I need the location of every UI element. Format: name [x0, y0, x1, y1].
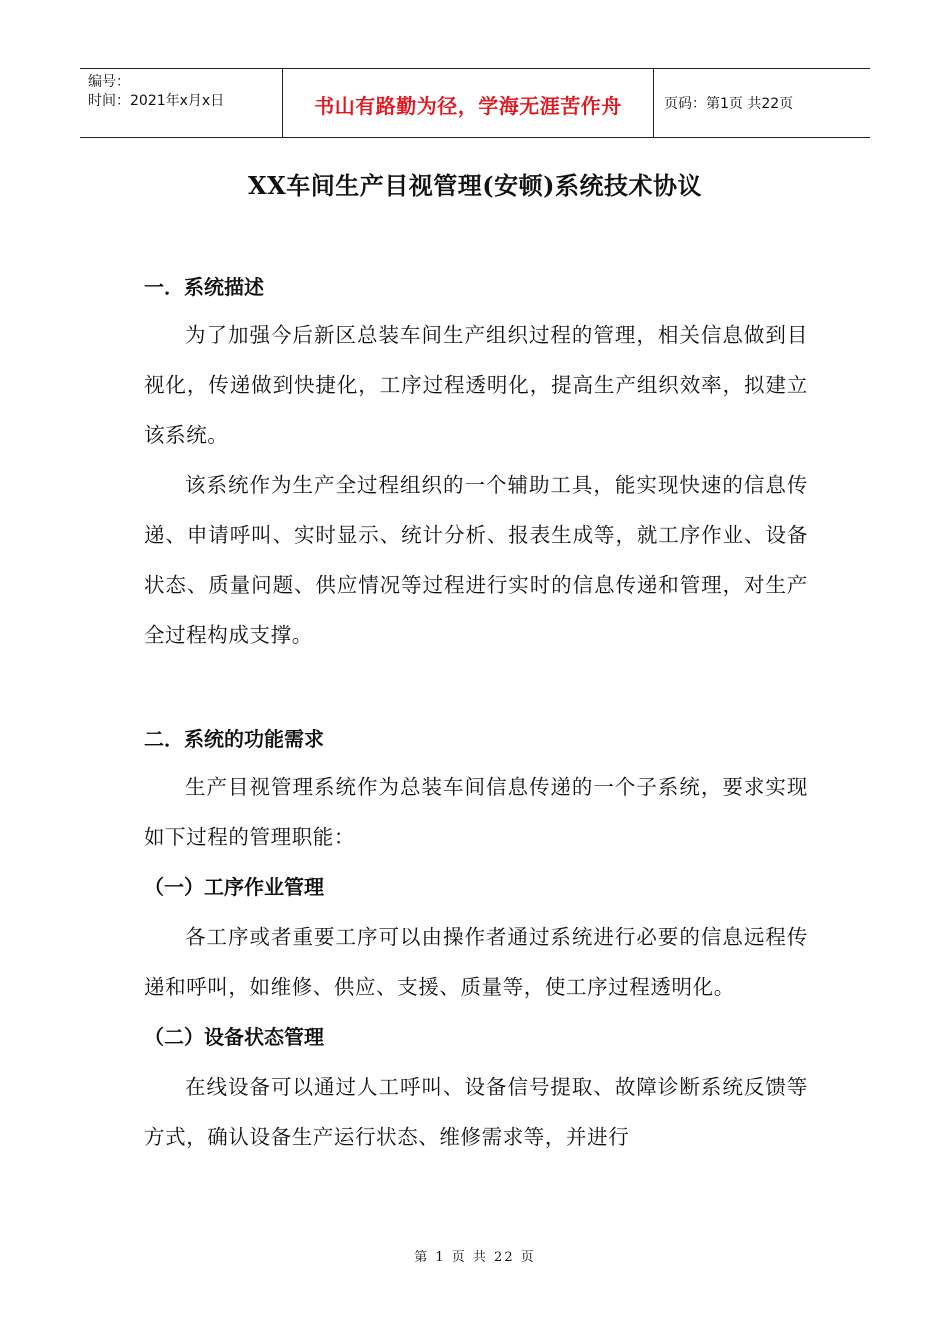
- document-date-label: 时间：2021年x月x日: [88, 93, 225, 109]
- section-heading-system-description: 一．系统描述: [144, 275, 264, 299]
- header-motto: 书山有路勤为径，学海无涯苦作舟: [282, 69, 654, 137]
- page-header: [80, 68, 870, 138]
- subsection-heading-equipment-management: （二）设备状态管理: [144, 1025, 324, 1049]
- section-heading-functional-requirements: 二．系统的功能需求: [144, 727, 324, 751]
- paragraph: 为了加强今后新区总装车间生产组织过程的管理，相关信息做到目视化，传递做到快捷化，工序过程透明化，提高生产组织效率，拟建立该系统。: [144, 323, 808, 447]
- document-body: [144, 264, 808, 1162]
- paragraph: 生产目视管理系统作为总装车间信息传递的一个子系统，要求实现如下过程的管理职能：: [144, 775, 808, 849]
- header-meta: [80, 69, 282, 137]
- paragraph: 该系统作为生产全过程组织的一个辅助工具，能实现快速的信息传递、申请呼叫、实时显示、统计分析、报表生成等，就工序作业、设备状态、质量问题、供应情况等过程进行实时的信息传递和管理，对生产全过程构成支撑。: [144, 473, 808, 647]
- paragraph: 各工序或者重要工序可以由操作者通过系统进行必要的信息远程传递和呼叫，如维修、供应、支援、质量等，使工序过程透明化。: [144, 925, 808, 999]
- document-title: XX车间生产目视管理(安顿)系统技术协议: [248, 171, 702, 200]
- header-page-info: 页码：第1页 共22页: [664, 96, 794, 112]
- subsection-heading-process-management: （一）工序作业管理: [144, 875, 324, 899]
- paragraph: 在线设备可以通过人工呼叫、设备信号提取、故障诊断系统反馈等方式，确认设备生产运行状态、维修需求等，并进行: [144, 1075, 808, 1149]
- page-footer: 第 1 页 共 22 页: [414, 1250, 536, 1265]
- document-number-label: 编号：: [88, 74, 130, 90]
- section-spacer: [144, 660, 808, 716]
